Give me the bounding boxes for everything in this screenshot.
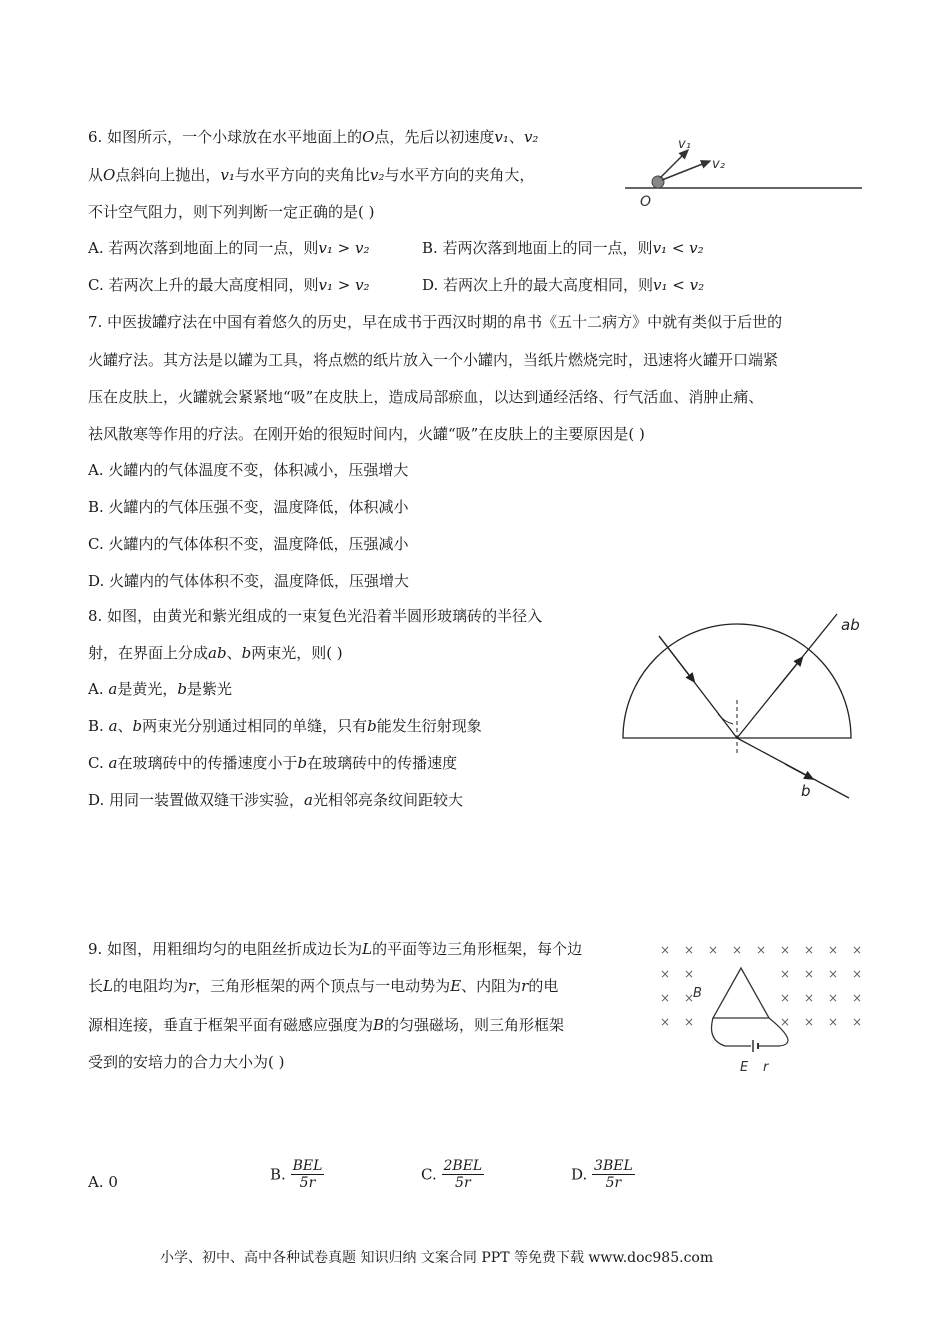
q7-line-4: 祛风散寒等作用的疗法。在刚开始的很短时间内，火罐“吸”在皮肤上的主要原因是( ): [88, 425, 645, 443]
incident-arrow: [659, 636, 693, 680]
math-v2: v₂: [523, 128, 539, 146]
field-cross: ×: [803, 943, 815, 957]
q9-option-a: A. 0: [88, 1173, 118, 1191]
field-cross: ×: [659, 1015, 671, 1029]
math-L: L: [103, 977, 113, 995]
q6-option-c: [88, 275, 370, 295]
field-cross: ×: [827, 943, 839, 957]
q9-option-d-fraction: [592, 1158, 635, 1191]
q6-line-2: [88, 165, 534, 185]
refracted-arrow: [785, 764, 811, 778]
math-b: b: [241, 644, 252, 662]
q6-option-b: [422, 238, 704, 258]
q8-option-d: [88, 790, 463, 810]
math-a: a: [304, 791, 313, 809]
q7-option-c: C. 火罐内的气体体积不变，温度降低，压强减小: [88, 535, 409, 553]
q9-line-3: [88, 1015, 564, 1035]
fig-label-B: B: [693, 986, 702, 1001]
math-b: b: [132, 717, 143, 735]
field-cross: ×: [683, 967, 695, 981]
field-cross: ×: [707, 943, 719, 957]
fig-label-O: O: [640, 194, 652, 210]
q9-text: 、内阻为: [461, 977, 522, 995]
q6-line-1: [88, 127, 538, 147]
q6-option-d-math: v₁ < v₂: [653, 276, 705, 294]
q8-figure: [615, 608, 875, 808]
field-cross: ×: [827, 991, 839, 1005]
semicircle-glass: [623, 624, 851, 738]
ball: [652, 176, 664, 188]
q9-line-1: [88, 939, 582, 959]
q6-option-a: [88, 238, 369, 258]
fig-label-ab: ab: [841, 616, 860, 634]
field-cross: ×: [851, 1015, 863, 1029]
q8-text: 两束光分别通过相同的单缝，只有: [142, 717, 368, 735]
q6-option-d: [422, 275, 704, 295]
magnetic-field-crosses: [660, 943, 862, 1029]
q7-option-a: A. 火罐内的气体温度不变，体积减小，压强增大: [88, 461, 409, 479]
field-cross: ×: [731, 943, 743, 957]
fraction-numerator: 3BEL: [594, 1158, 633, 1174]
fraction-denominator: 5r: [442, 1174, 485, 1191]
q8-text: 在玻璃砖中的传播速度小于: [117, 754, 298, 772]
q8-text: D. 用同一装置做双缝干涉实验，: [88, 791, 305, 809]
field-cross: ×: [683, 943, 695, 957]
field-cross: ×: [851, 991, 863, 1005]
q9-option-c-label: C.: [421, 1165, 437, 1184]
q6-line-3: 不计空气阻力，则下列判断一定正确的是( ): [88, 203, 375, 221]
q9-line-2: [88, 976, 558, 996]
fig-label-r: r: [763, 1060, 769, 1075]
q6-text: 点斜向上抛出，: [115, 166, 221, 184]
math-r: r: [188, 977, 196, 995]
q9-option-d: [571, 1158, 635, 1191]
q9-text: 长: [88, 977, 104, 995]
q9-option-c: [421, 1158, 484, 1191]
field-cross: ×: [779, 1015, 791, 1029]
field-cross: ×: [851, 967, 863, 981]
q9-text: 的电: [528, 977, 559, 995]
math-b: b: [297, 754, 308, 772]
q8-text: 、: [117, 717, 133, 735]
q8-option-c: [88, 753, 457, 773]
math-v1: v₁: [494, 128, 509, 146]
field-cross: ×: [683, 991, 695, 1005]
q9-text: 源相连接，垂直于框架平面有磁感应强度为: [88, 1016, 374, 1034]
math-E: E: [450, 977, 462, 995]
fraction-numerator: 2BEL: [443, 1158, 483, 1174]
math-B: B: [373, 1016, 385, 1034]
q6-text: 与水平方向的夹角比: [234, 166, 370, 184]
math-r: r: [521, 977, 529, 995]
q8-text: 能发生衍射现象: [376, 717, 482, 735]
q9-option-d-label: D.: [571, 1165, 588, 1184]
q9-option-b-label: B.: [270, 1165, 286, 1184]
field-cross: ×: [755, 943, 767, 957]
q8-option-a: [88, 679, 232, 699]
math-a: a: [108, 754, 118, 772]
q6-text: 点，先后以初速度: [374, 128, 495, 146]
fig-label-v2: v₂: [712, 157, 725, 172]
field-cross: ×: [659, 967, 671, 981]
field-cross: ×: [659, 943, 671, 957]
q8-text: B.: [88, 717, 104, 735]
q7-line-3: 压在皮肤上，火罐就会紧紧地“吸”在皮肤上，造成局部瘀血，以达到通经活络、行气活血、消肿止痛、: [88, 388, 764, 406]
q8-text: 光相邻亮条纹间距较大: [312, 791, 463, 809]
q6-text: 6. 如图所示，一个小球放在水平地面上的: [88, 128, 363, 146]
math-O: O: [362, 128, 375, 146]
math-v2: v₂: [369, 166, 385, 184]
q6-option-b-math: v₁ < v₂: [652, 239, 704, 257]
field-cross: ×: [779, 943, 791, 957]
q7-line-1: 7. 中医拔罐疗法在中国有着悠久的历史，早在成书于西汉时期的帛书《五十二病方》中就有类似于后世的: [88, 313, 783, 331]
q9-text: 的匀强磁场，则三角形框架: [384, 1016, 565, 1034]
q9-text: 的平面等边三角形框架，每个边: [372, 940, 583, 958]
v1-arrow: [660, 150, 688, 178]
fraction-denominator: 5r: [592, 1174, 635, 1191]
q9-text: 的电阻均为: [112, 977, 188, 995]
fig-label-v1: v₁: [678, 137, 691, 152]
field-cross: ×: [779, 991, 791, 1005]
reflected-arrow: [775, 659, 801, 691]
q6-text: 从: [88, 166, 104, 184]
field-cross: ×: [683, 1015, 695, 1029]
q8-option-b: [88, 716, 482, 736]
field-cross: ×: [779, 967, 791, 981]
q6-text: 与水平方向的夹角大，: [384, 166, 535, 184]
q6-option-b-text: B. 若两次落到地面上的同一点，则: [422, 239, 653, 257]
q6-text: 、: [508, 128, 524, 146]
fig-label-E: E: [740, 1060, 749, 1075]
field-cross: ×: [803, 1015, 815, 1029]
math-a: a: [108, 717, 118, 735]
q8-text: 在玻璃砖中的传播速度: [307, 754, 458, 772]
page-footer: 小学、初中、高中各种试卷真题 知识归纳 文案合同 PPT 等免费下载 www.doc985.com: [160, 1250, 714, 1266]
q7-option-b: B. 火罐内的气体压强不变，温度降低，体积减小: [88, 498, 409, 516]
q9-option-b-fraction: [291, 1158, 325, 1191]
field-cross: ×: [851, 943, 863, 957]
q8-text: 射，在界面上分成: [88, 644, 209, 662]
field-cross: ×: [827, 967, 839, 981]
q8-text: A.: [88, 680, 104, 698]
q8-line-2: [88, 643, 343, 663]
field-cross: ×: [827, 1015, 839, 1029]
field-cross: ×: [659, 991, 671, 1005]
wire-left: [712, 1018, 752, 1046]
field-cross: ×: [803, 991, 815, 1005]
math-v1: v₁: [220, 166, 235, 184]
q7-option-d: D. 火罐内的气体体积不变，温度降低，压强增大: [88, 572, 410, 590]
q9-line-4: 受到的安培力的合力大小为( ): [88, 1053, 285, 1071]
q9-text: ，三角形框架的两个顶点与一电动势为: [195, 977, 451, 995]
q6-option-a-math: v₁ > v₂: [318, 239, 370, 257]
q9-option-b: [270, 1158, 324, 1191]
q9-option-c-fraction: [442, 1158, 485, 1191]
triangle-frame: [713, 968, 769, 1018]
v2-arrow: [662, 161, 710, 180]
math-b: b: [177, 680, 187, 698]
fraction-denominator: 5r: [291, 1174, 325, 1191]
q8-text: C.: [88, 754, 104, 772]
q7-line-2: 火罐疗法。其方法是以罐为工具，将点燃的纸片放入一个小罐内，当纸片燃烧完时，迅速将火罐开口端紧: [88, 351, 779, 369]
math-a: a: [108, 680, 118, 698]
q8-text: 是黄光，: [117, 680, 178, 698]
q6-option-c-math: v₁ > v₂: [318, 276, 370, 294]
fraction-numerator: BEL: [292, 1158, 323, 1174]
q6-option-c-text: C. 若两次上升的最大高度相同，则: [88, 276, 319, 294]
q6-option-d-text: D. 若两次上升的最大高度相同，则: [422, 276, 654, 294]
math-b: b: [367, 717, 377, 735]
q9-text: 9. 如图，用粗细均匀的电阻丝折成边长为: [88, 940, 363, 958]
q8-line-1: 8. 如图，由黄光和紫光组成的一束复色光沿着半圆形玻璃砖的半径入: [88, 607, 543, 625]
q8-text: 、: [226, 644, 242, 662]
q8-text: 是紫光: [186, 680, 232, 698]
field-cross: ×: [803, 967, 815, 981]
math-L: L: [362, 940, 373, 958]
math-ab: ab: [208, 644, 227, 662]
math-O: O: [103, 166, 116, 184]
q9-figure: [655, 940, 870, 1080]
q8-text: 两束光，则( ): [251, 644, 343, 662]
q6-option-a-text: A. 若两次落到地面上的同一点，则: [88, 239, 319, 257]
q6-figure: [620, 128, 870, 213]
fig-label-b: b: [801, 782, 811, 800]
